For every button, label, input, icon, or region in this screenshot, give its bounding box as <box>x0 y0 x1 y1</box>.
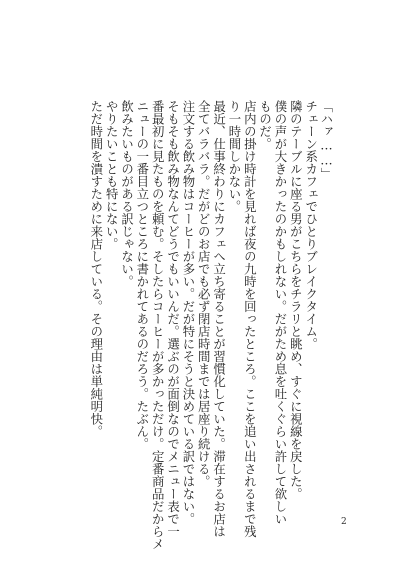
text-line: 全てバラバラ。だがどのお店でも必ず閉店時間までは居座り続ける。 <box>196 100 212 488</box>
text-line: 注文する飲み物はコーヒーが多い。だが特にそうと決めている訳ではない。 <box>180 100 196 525</box>
text-line: 番最初に見たものを頼む。そしたらコーヒーが多かっただけ。定番商品だからメ <box>150 100 166 550</box>
body-text <box>88 100 335 550</box>
text-line: チェーン系カフェでひとりブレイクタイム。 <box>303 100 319 350</box>
text-line: 飲みたいものがある訳じゃない。 <box>119 100 135 288</box>
text-line: 僕の声が大きかったのかもしれない。だがため息を吐くぐらい許して欲しい <box>272 100 288 525</box>
text-line: 店内の掛け時計を見れば夜の九時を回ったところ。ここを追い出されるまで残 <box>242 100 258 538</box>
text-line: ただ時間を潰すために来店している。その理由は単純明快。 <box>88 100 104 438</box>
text-line: 最近、仕事終わりにカフェへ立ち寄ることが習慣化していた。滞在するお店は <box>211 100 227 538</box>
text-line: 「ハァ……」 <box>319 100 334 181</box>
text-line: ニューの一番目立つところに書かれてあるのだろう。たぶん。 <box>134 100 150 450</box>
page-number: 2 <box>341 517 347 527</box>
text-line: やりたいことも特にない。 <box>104 100 120 250</box>
text-line: 隣のテーブルに座る男がこちらをチラリと眺め、すぐに視線を戻した。 <box>288 100 304 500</box>
text-line: ものだ。 <box>257 100 273 150</box>
text-line: り一時間しかない。 <box>226 100 242 213</box>
text-line: そもそも飲み物なんてどうでもいいんだ。選ぶのが面倒なのでメニュー表で一 <box>165 100 181 538</box>
